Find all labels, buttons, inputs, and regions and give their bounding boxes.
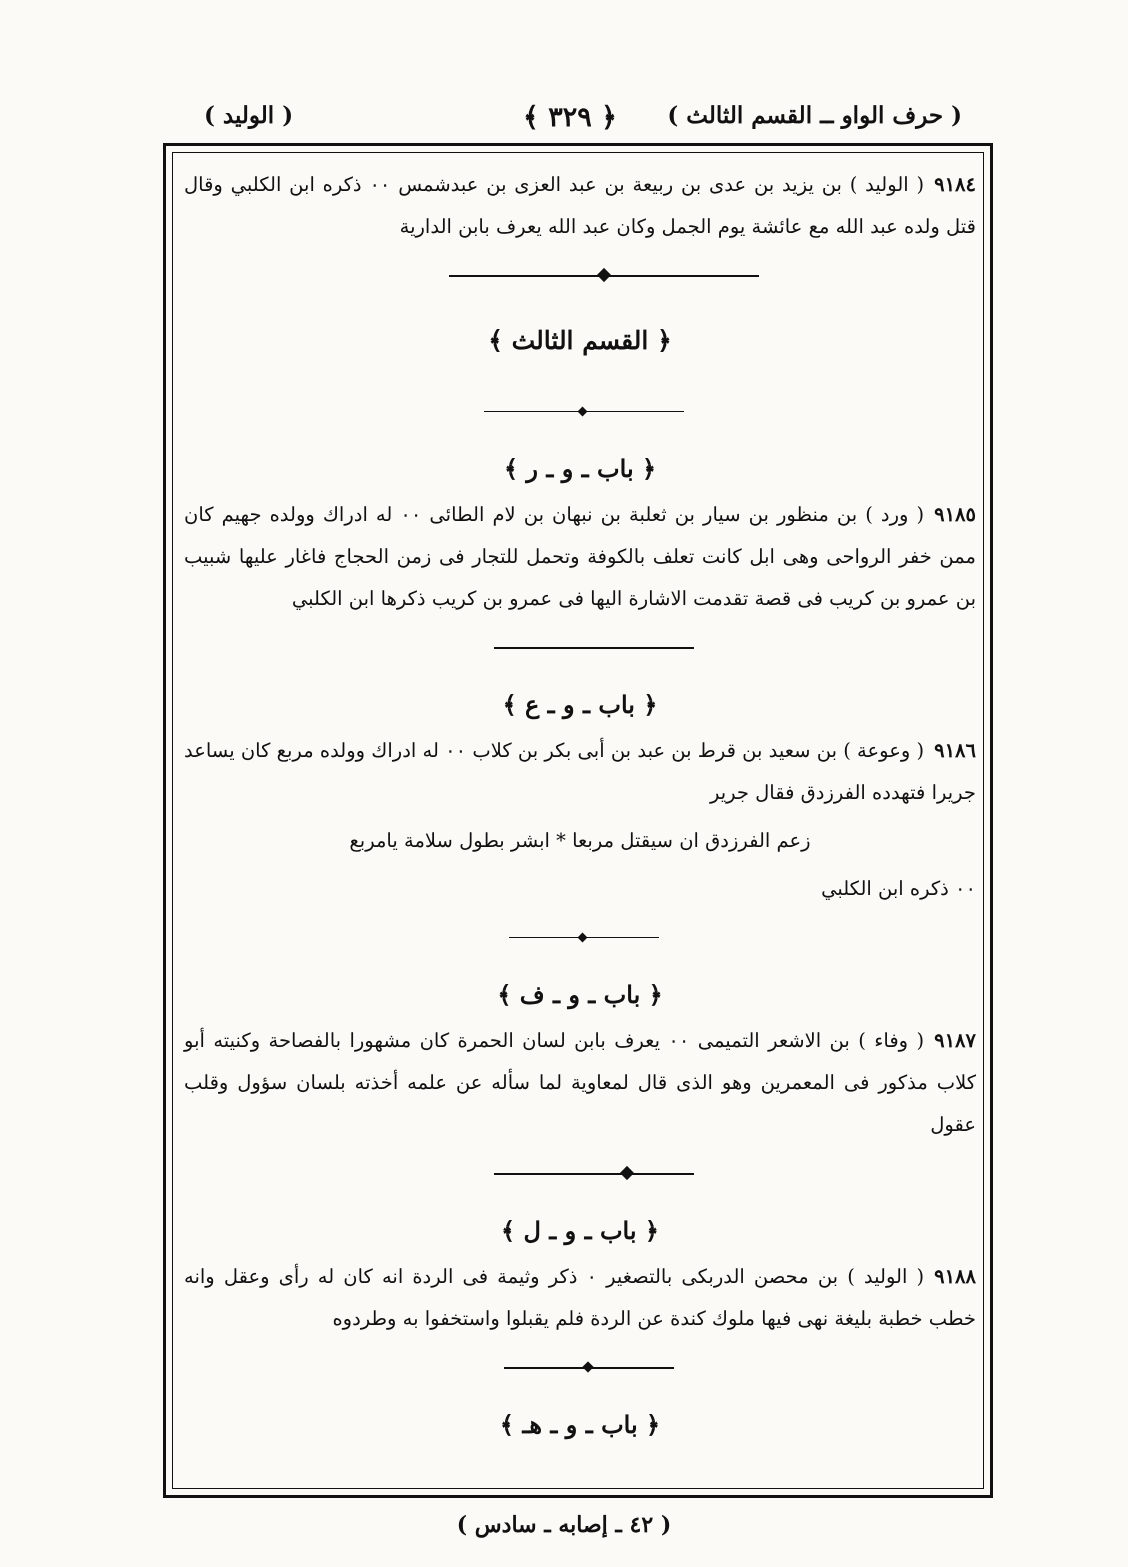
entry-text: ( الوليد ) بن يزيد بن عدى بن ربيعة بن عبد العزى بن عبدشمس ٠٠ ذكره ابن الكلبي وقال قتل ولده عبد الله مع عائشة يوم الجمل وكان عبد الله يعرف بابن الدارية [184, 173, 976, 238]
entry-9185 [184, 494, 976, 620]
ornament-divider [184, 910, 976, 964]
entry-text: ( وفاء ) بن الاشعر التميمى ٠٠ يعرف بابن لسان الحمرة كان مشهورا بالفصاحة وكنيته أبو كلاب مذكور فى المعمرين وهو الذى قال لمعاوية لما سأله عن علمه أخذته بلسان سؤول وقلب عقول [184, 1029, 976, 1136]
entry-number: ٩١٨٥ [934, 503, 976, 526]
entry-9187 [184, 1020, 976, 1146]
section-title: ﴿ القسم الثالث ﴾ [488, 326, 672, 355]
ornament-divider [184, 1146, 976, 1200]
ornament-divider [184, 620, 976, 674]
header-section-title: ( حرف الواو ــ القسم الثالث ) [667, 102, 962, 129]
poetry-verse: زعم الفرزدق ان سيقتل مربعا * ابشر بطول سلامة يامربع [349, 829, 811, 852]
entry-text: ( الوليد ) بن محصن الدربكى بالتصغير ٠ ذكر وثيمة فى الردة انه كان له رأى وعقل وانه خطب خطبة بليغة نهى فيها ملوك كندة عن الردة فلم يقبلوا واستخفوا به وطردوه [184, 1265, 976, 1330]
header-page-number: ﴿ ٣٢٩ ﴾ [523, 102, 617, 133]
verse-source: ٠٠ ذكره ابن الكلبي [821, 877, 976, 900]
chapter-heading-waw-lam: ﴿ باب ـ و ـ ل ﴾ [501, 1216, 659, 1245]
entry-number: ٩١٨٦ [934, 739, 977, 762]
chapter-heading-waw-ra: ﴿ باب ـ و ـ ر ﴾ [503, 454, 657, 483]
page-header [160, 98, 980, 138]
entry-number: ٩١٨٧ [934, 1029, 977, 1052]
chapter-heading-waw-fa: ﴿ باب ـ و ـ ف ﴾ [497, 980, 663, 1009]
ornament-divider [184, 1340, 976, 1394]
page-content [184, 164, 976, 1450]
page-frame [163, 143, 993, 1498]
entry-9188 [184, 1256, 976, 1340]
chapter-heading-waw-ha: ﴿ باب ـ و ـ هـ ﴾ [499, 1410, 661, 1439]
entry-9186 [184, 730, 976, 814]
chapter-heading-waw-ain: ﴿ باب ـ و ـ ع ﴾ [502, 690, 658, 719]
entry-9184 [184, 164, 976, 248]
entry-number: ٩١٨٨ [934, 1265, 977, 1288]
entry-text: ( ورد ) بن منظور بن سيار بن ثعلبة بن نبهان بن لام الطائى ٠٠ له ادراك وولده جهيم كان ممن خفر الرواحى وهى ابل كانت تعلف بالكوفة وتحمل للتجار فى زمن الحجاج فاغار عليها شبيب بن عمرو بن كريب فى قصة تقدمت الاشارة اليها فى عمرو بن كريب ذكرها ابن الكلبي [184, 503, 976, 610]
ornament-divider [184, 384, 976, 438]
page-footer-signature: ( ٤٢ ـ إصابه ـ سادس ) [456, 1512, 672, 1538]
entry-text: ( وعوعة ) بن سعيد بن قرط بن عبد بن أبى بكر بن كلاب ٠٠ له ادراك وولده مربع كان يساعد جريرا فتهدده الفرزدق فقال جرير [184, 739, 976, 804]
header-entry-name: ( الوليد ) [204, 102, 294, 129]
ornament-divider [184, 248, 976, 302]
entry-number: ٩١٨٤ [934, 173, 976, 196]
